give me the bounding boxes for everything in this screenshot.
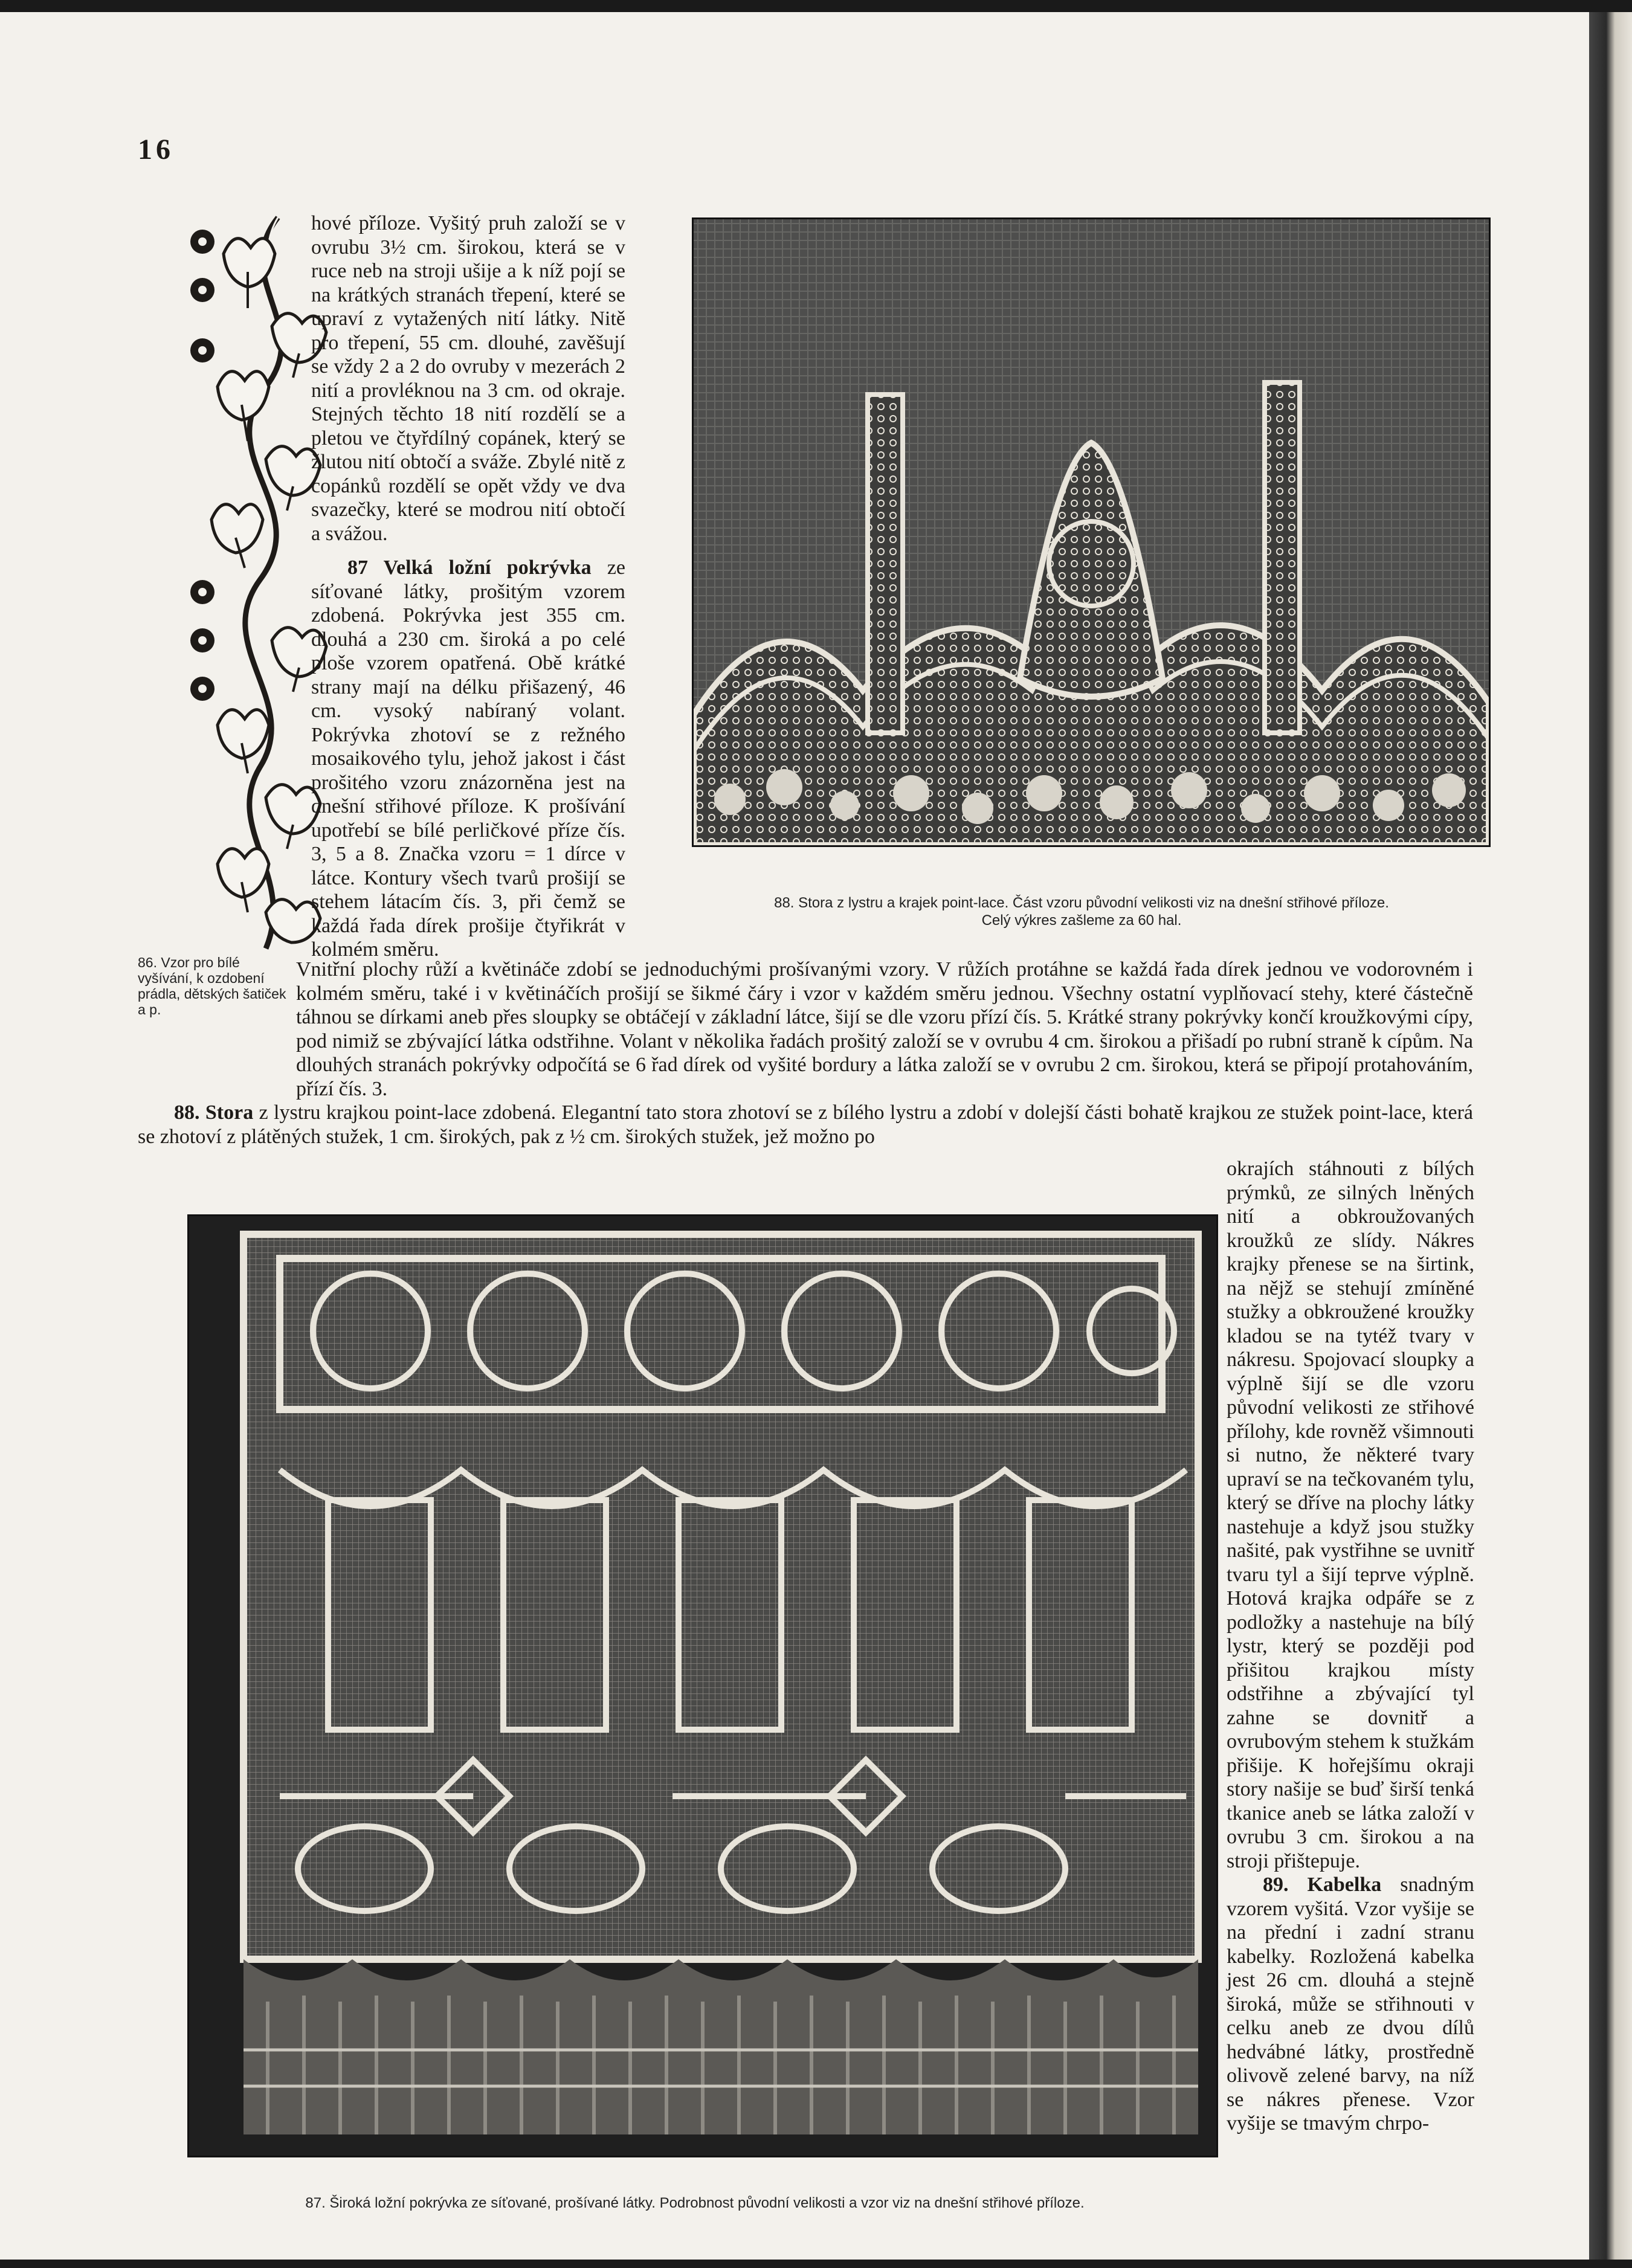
figure-87-photo <box>187 1214 1218 2157</box>
section-87-text: ze síťované látky, prošitým vzorem zdobená. Pokrývka jest 355 cm. dlouhá a 230 cm. široká a po celé ploše vzorem opatřená. Obě krátké strany mají na délku přišazený, 46 cm. vysoký nabíraný volant. Pokrývka zhotoví se z režného mosaikového tylu, jehož jakost i část prošitého vzoru znázorněna jest na dnešní střihové příloze. K prošívání upotřebí se bílé perličkové příze čís. 3, 5 a 8. Značka vzoru = 1 dírce v látce. Kontury všech tvarů prošijí se stehem látacím čís. 3, při čemž se každá řada dírek prošije čtyřikrát v kolmém směru. <box>311 556 626 961</box>
figure-88-caption-line2: Celý výkres zašleme za 60 hal. <box>981 912 1182 929</box>
section-89-text: snadným vzorem vyšitá. Vzor vyšije se na přední i zadní stranu kabelky. Rozložená kabelka jest 26 cm. dlouhá a stejně široká, může se střihnouti v celku aneb ze dvou dílů hedvábné látky, prostředně olivově zelené barvy, na níž se nákres přenese. Vzor vyšije se tmavým chrpo- <box>1227 1873 1474 2134</box>
section-88-heading: 88. Stora <box>174 1101 254 1124</box>
section-87-column <box>311 556 625 962</box>
left-column-top <box>311 211 625 546</box>
figure-88-caption <box>659 894 1505 929</box>
section-89 <box>1227 1873 1474 2136</box>
page <box>0 12 1589 2260</box>
full-width-text <box>138 958 1473 1148</box>
page-number: 16 <box>138 134 174 166</box>
right-column <box>1227 1157 1474 2136</box>
paragraph-continuation: hové příloze. Vyšitý pruh založí se v ovrubu 3½ cm. širokou, která se v ruce neb na stroji ušije a k níž pojí se na krátkých stranách třepení, které se upraví z vytažených nití látky. Nitě pro třepení, 55 cm. dlouhé, zavěšují se vždy 2 a 2 do ovruby v mezerách 2 nití a provléknou na 3 cm. od okraje. Stejných těchto 18 nití rozdělí se a pletou ve čtyřdílný copánek, který se žlutou nití obtočí a sváže. Zbylé nitě z copánků rozdělí se opět vždy ve dva svazečky, které se modrou nití obtočí a svážou. <box>311 212 625 545</box>
full-width-paragraph-1: Vnitřní plochy růží a květináče zdobí se jednoduchými prošívanými vzory. V růžích protáhne se každá řada dírek jednou ve vodorovném i kolmém směru, také i v květináčích prošijí se šikmé čáry i vzor v každém směru jednou. Všechny ostatní vyplňovací stehy, které částečně táhnou se dírkami aneb přes sloupky se obtáčejí v základní látce, šijí se dle vzoru přízí čís. 5. Krátké strany pokrývky končí kroužkovými cípy, pod nimiž se zbývající látka odstřihne. Volant v několika řadách prošitý založí se v ovrubu 4 cm. širokou a přišadí po rubní straně k cípům. Na dlouhých stranách pokrývky odpočítá se 6 řad dírek od vyšité bordury a látka založí se v ovrubu 2 cm. širokou, která se připojí protahováním, přízí čís. 3. <box>296 958 1473 1100</box>
tulip-vine-ornament <box>175 205 332 955</box>
section-87-heading: 87 Velká ložní pokrývka <box>347 556 592 579</box>
section-89-heading: 89. Kabelka <box>1263 1873 1382 1896</box>
figure-86-caption: 86. Vzor pro bílé vyšívání, k ozdobení prádla, dětských šatiček a p. <box>138 955 286 1017</box>
right-column-text-1: okrajích stáhnouti z bílých prýmků, ze silných lněných nití a obkroužovaných kroužků ze slídy. Nákres krajky přenese se na širtink, na nějž se stehují zmíněné stužky a obkroužené kroužky kladou se na tytéž tvary v nákresu. Spojovací sloupky a výplně šijí se dle vzoru původní velikosti ze střihové přílohy, kde rovněž všimnouti si nutno, že některé tvary upraví se na tečkovaném tylu, který se dříve na plochy látky nastehuje a když jsou stužky našité, pak vystřihne se uvnitř tvaru tyl a šijí teprve výplně. Hotová krajka odpáře se z podložky a nastehuje na bílý lystr, který se později pod přišitou krajkou místy odstřihne a zbývající tyl zahne se dovnitř a ovrubovým stehem k stužkám přišije. K hořejšímu okraji story našije se buď širší tenká tkanice aneb se látka založí v ovrubu 3 cm. širokou a na stroji přištepuje. <box>1227 1158 1474 1872</box>
full-width-paragraph-2 <box>138 1101 1473 1148</box>
section-88-text: z lystru krajkou point-lace zdobená. Elegantní tato stora zhotoví se z bílého lystru a zdobí v dolejší části bohatě krajkou ze stužek point-lace, která se zhotoví z plátěných stužek, 1 cm. širokých, pak z ½ cm. širokých stužek, jež možno po <box>138 1101 1473 1148</box>
figure-88-photo <box>692 217 1491 847</box>
book-gutter <box>1589 12 1632 2260</box>
figure-88-caption-line1: 88. Stora z lystru a krajek point-lace. Část vzoru původní velikosti viz na dnešní střihové příloze. <box>774 895 1389 911</box>
figure-87-caption: 87. Široká ložní pokrývka ze síťované, prošívané látky. Podrobnost původní velikosti a vzor viz na dnešní střihové příloze. <box>305 2195 1085 2211</box>
